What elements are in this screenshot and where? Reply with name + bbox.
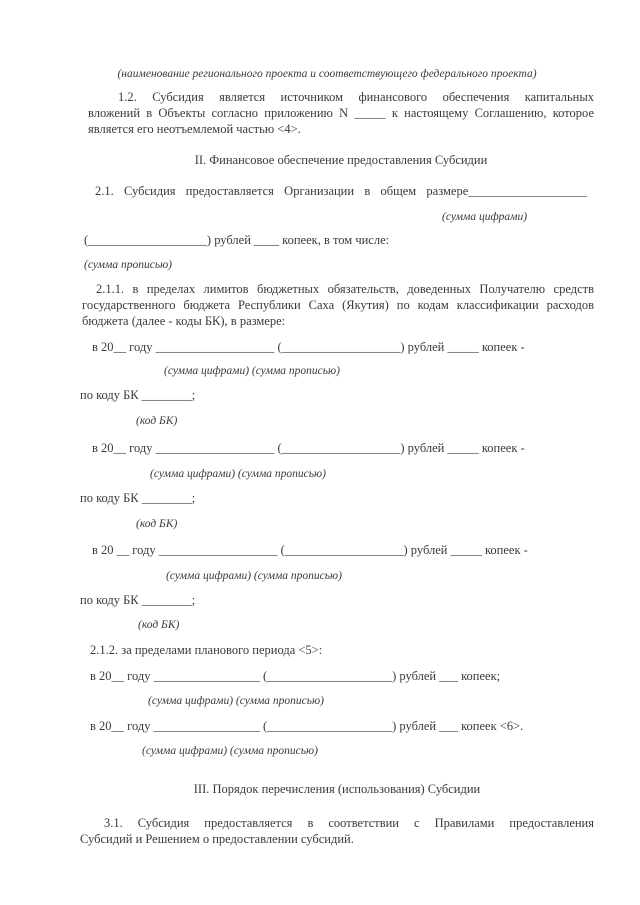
p12-line3: является его неотъемлемой частью <4>. [88, 122, 301, 136]
p12-line1: 1.2. Субсидия является источником финансового обеспечения капитальных [118, 90, 594, 104]
p21-line2: (___________________) рублей ____ копеек, в том числе: [84, 233, 390, 247]
caption-sum-digits-1: (сумма цифрами) [442, 211, 528, 223]
bk2-caption: (код БК) [136, 518, 178, 530]
caption-sum-words-1: (сумма прописью) [84, 259, 173, 271]
plan2-caption: (сумма цифрами) (сумма прописью) [142, 745, 318, 757]
p21-line1: 2.1. Субсидия предоставляется Организации в общем размере___________________ [95, 184, 587, 198]
plan1-line: в 20__ году _________________ (____________________) рублей ___ копеек; [90, 669, 501, 683]
section3-title: III. Порядок перечисления (использования) Субсидии [193, 782, 481, 796]
p31-line2: Субсидий и Решением о предоставлении субсидий. [80, 832, 354, 846]
p31-line1: 3.1. Субсидия предоставляется в соответствии с Правилами предоставления [104, 816, 594, 830]
caption-project: (наименование регионального проекта и соответствующего федерального проекта) [117, 68, 537, 80]
p211-line1: 2.1.1. в пределах лимитов бюджетных обязательств, доведенных Получателю средств [96, 282, 594, 296]
year2-line: в 20__ году ___________________ (___________________) рублей _____ копеек - [92, 441, 525, 455]
p211-line2: государственного бюджета Республики Саха (Якутия) по кодам классификации расходов [82, 298, 594, 312]
section2-title: II. Финансовое обеспечение предоставления Субсидии [194, 153, 488, 167]
bk3-caption: (код БК) [138, 619, 180, 631]
plan1-caption: (сумма цифрами) (сумма прописью) [148, 695, 324, 707]
year1-line: в 20__ году ___________________ (___________________) рублей _____ копеек - [92, 340, 525, 354]
year1-caption: (сумма цифрами) (сумма прописью) [164, 365, 340, 377]
year3-line: в 20 __ году ___________________ (___________________) рублей _____ копеек - [92, 543, 528, 557]
bk2-line: по коду БК ________; [80, 491, 196, 505]
p212-line: 2.1.2. за пределами планового периода <5>: [90, 643, 323, 657]
p211-line3: бюджета (далее - коды БК), в размере: [82, 314, 286, 328]
year3-caption: (сумма цифрами) (сумма прописью) [166, 570, 342, 582]
year2-caption: (сумма цифрами) (сумма прописью) [150, 468, 326, 480]
bk1-caption: (код БК) [136, 415, 178, 427]
plan2-line: в 20__ году _________________ (____________________) рублей ___ копеек <6>. [90, 719, 524, 733]
p12-line2: вложений в Объекты согласно приложению N _____ к настоящему Соглашению, которое [88, 106, 594, 120]
bk1-line: по коду БК ________; [80, 388, 196, 402]
bk3-line: по коду БК ________; [80, 593, 196, 607]
